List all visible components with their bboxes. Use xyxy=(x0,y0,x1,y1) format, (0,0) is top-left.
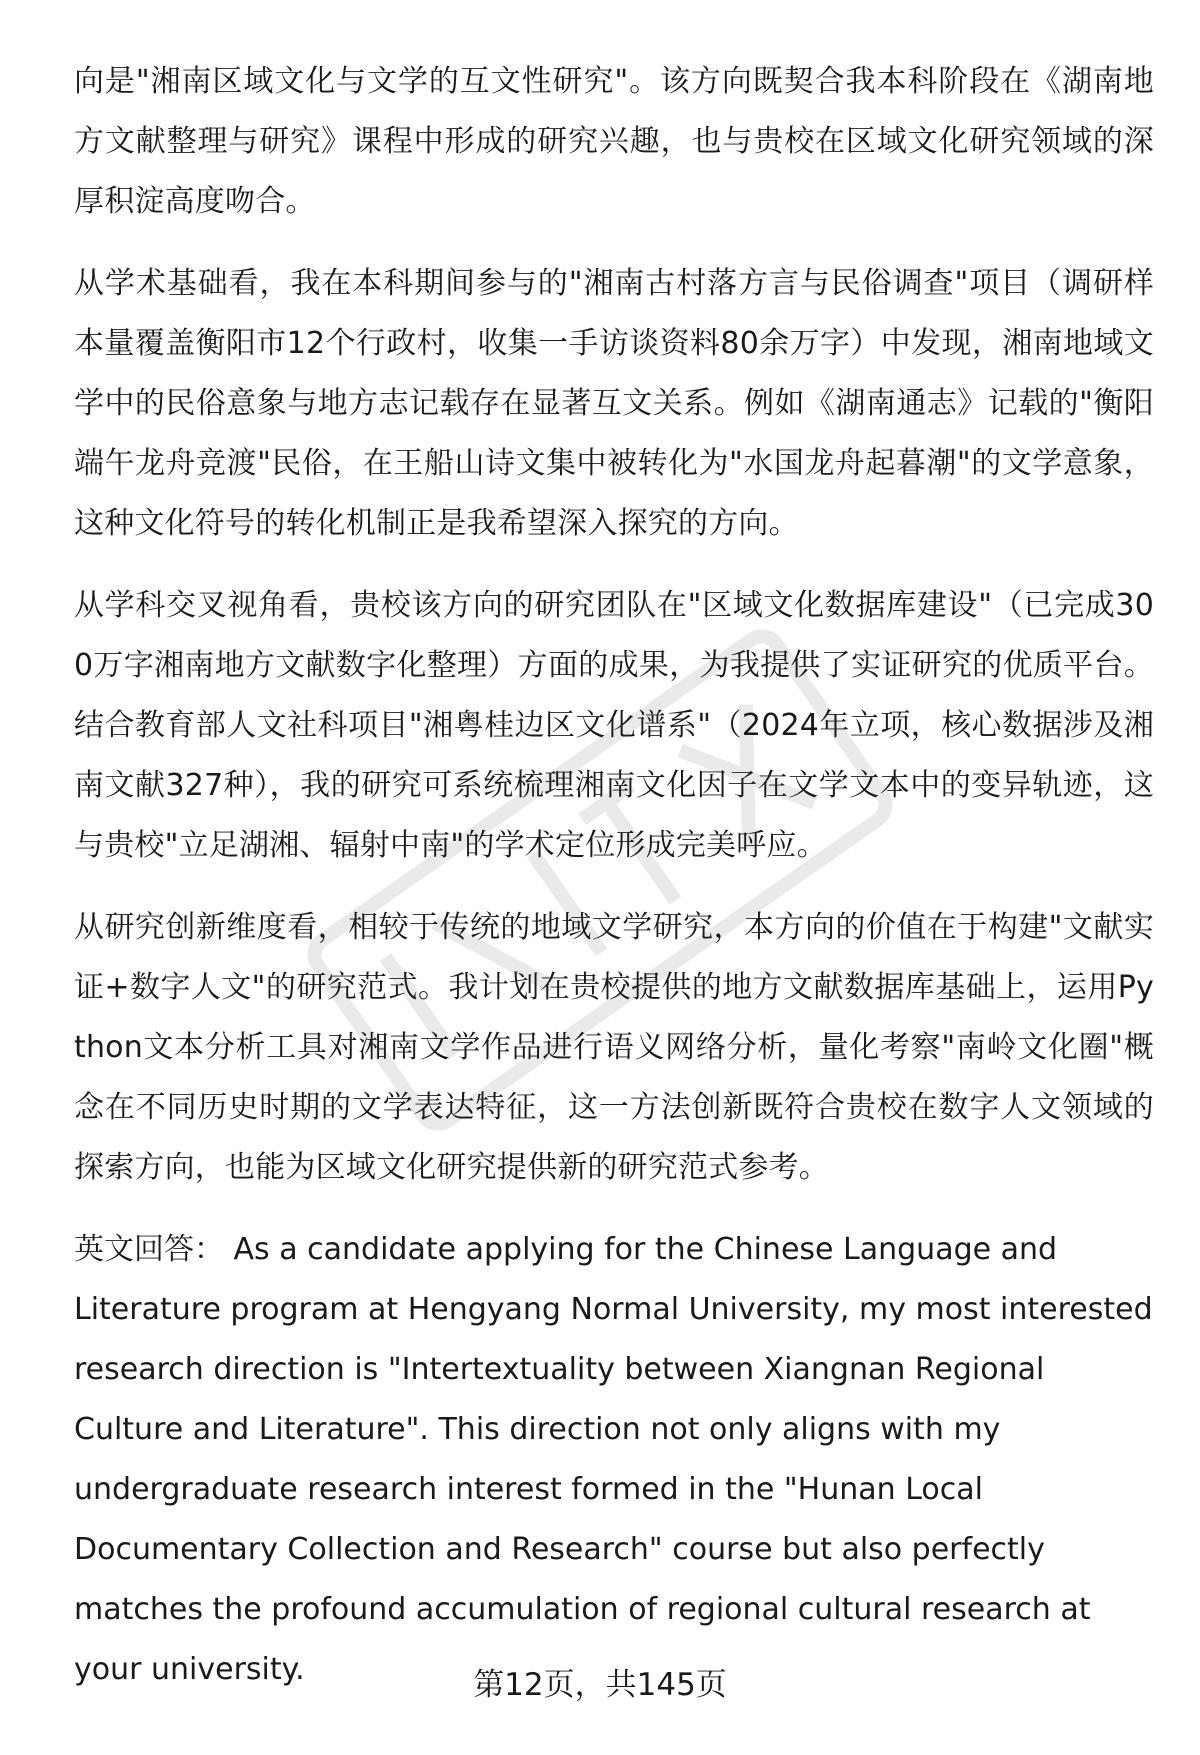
paragraph-2: 从学术基础看，我在本科期间参与的"湘南古村落方言与民俗调查"项目（调研样本量覆盖衡阳市12个行政村，收集一手访谈资料80余万字）中发现，湘南地域文学中的民俗意象与地方志记载存在显著互文关系。例如《湖南通志》记载的"衡阳端午龙舟竞渡"民俗，在王船山诗文集中被转化为"水国龙舟起暮潮"的文学意象，这种文化符号的转化机制正是我希望深入探究的方向。 xyxy=(74,266,1154,541)
paragraph-4: 从研究创新维度看，相较于传统的地域文学研究，本方向的价值在于构建"文献实证+数字人文"的研究范式。我计划在贵校提供的地方文献数据库基础上，运用Python文本分析工具对湘南文学作品进行语义网络分析，量化考察"南岭文化圈"概念在不同历史时期的文学表达特征，这一方法创新既符合贵校在数字人文领域的探索方向，也能为区域文化研究提供新的研究范式参考。 xyxy=(74,910,1154,1185)
document-body xyxy=(74,52,1154,1722)
paragraph-1: 向是"湘南区域文化与文学的互文性研究"。该方向既契合我本科阶段在《湖南地方文献整理与研究》课程中形成的研究兴趣，也与贵校在区域文化研究领域的深厚积淀高度吻合。 xyxy=(74,64,1154,219)
paragraph-3: 从学科交叉视角看，贵校该方向的研究团队在"区域文化数据库建设"（已完成300万字湘南地方文献数字化整理）方面的成果，为我提供了实证研究的优质平台。结合教育部人文社科项目"湘粤桂边区文化谱系"（2024年立项，核心数据涉及湘南文献327种），我的研究可系统梳理湘南文化因子在文学文本中的变异轨迹，这与贵校"立足湖湘、辐射中南"的学术定位形成完美呼应。 xyxy=(74,588,1154,863)
page-number-footer: 第12页，共145页 xyxy=(473,1667,727,1703)
english-answer-paragraph: 英文回答： As a candidate applying for the Chinese Language and Literature program at Hengyang Normal University, my most interested research direction is "Intertextuality between Xiangnan Regional Culture and Literature". This direction not only aligns with my undergraduate research interest formed in the "Hunan Local Documentary Collection and Research" course but also perfectly matches the profound accumulation of regional cultural research at your university. xyxy=(74,1232,1153,1687)
